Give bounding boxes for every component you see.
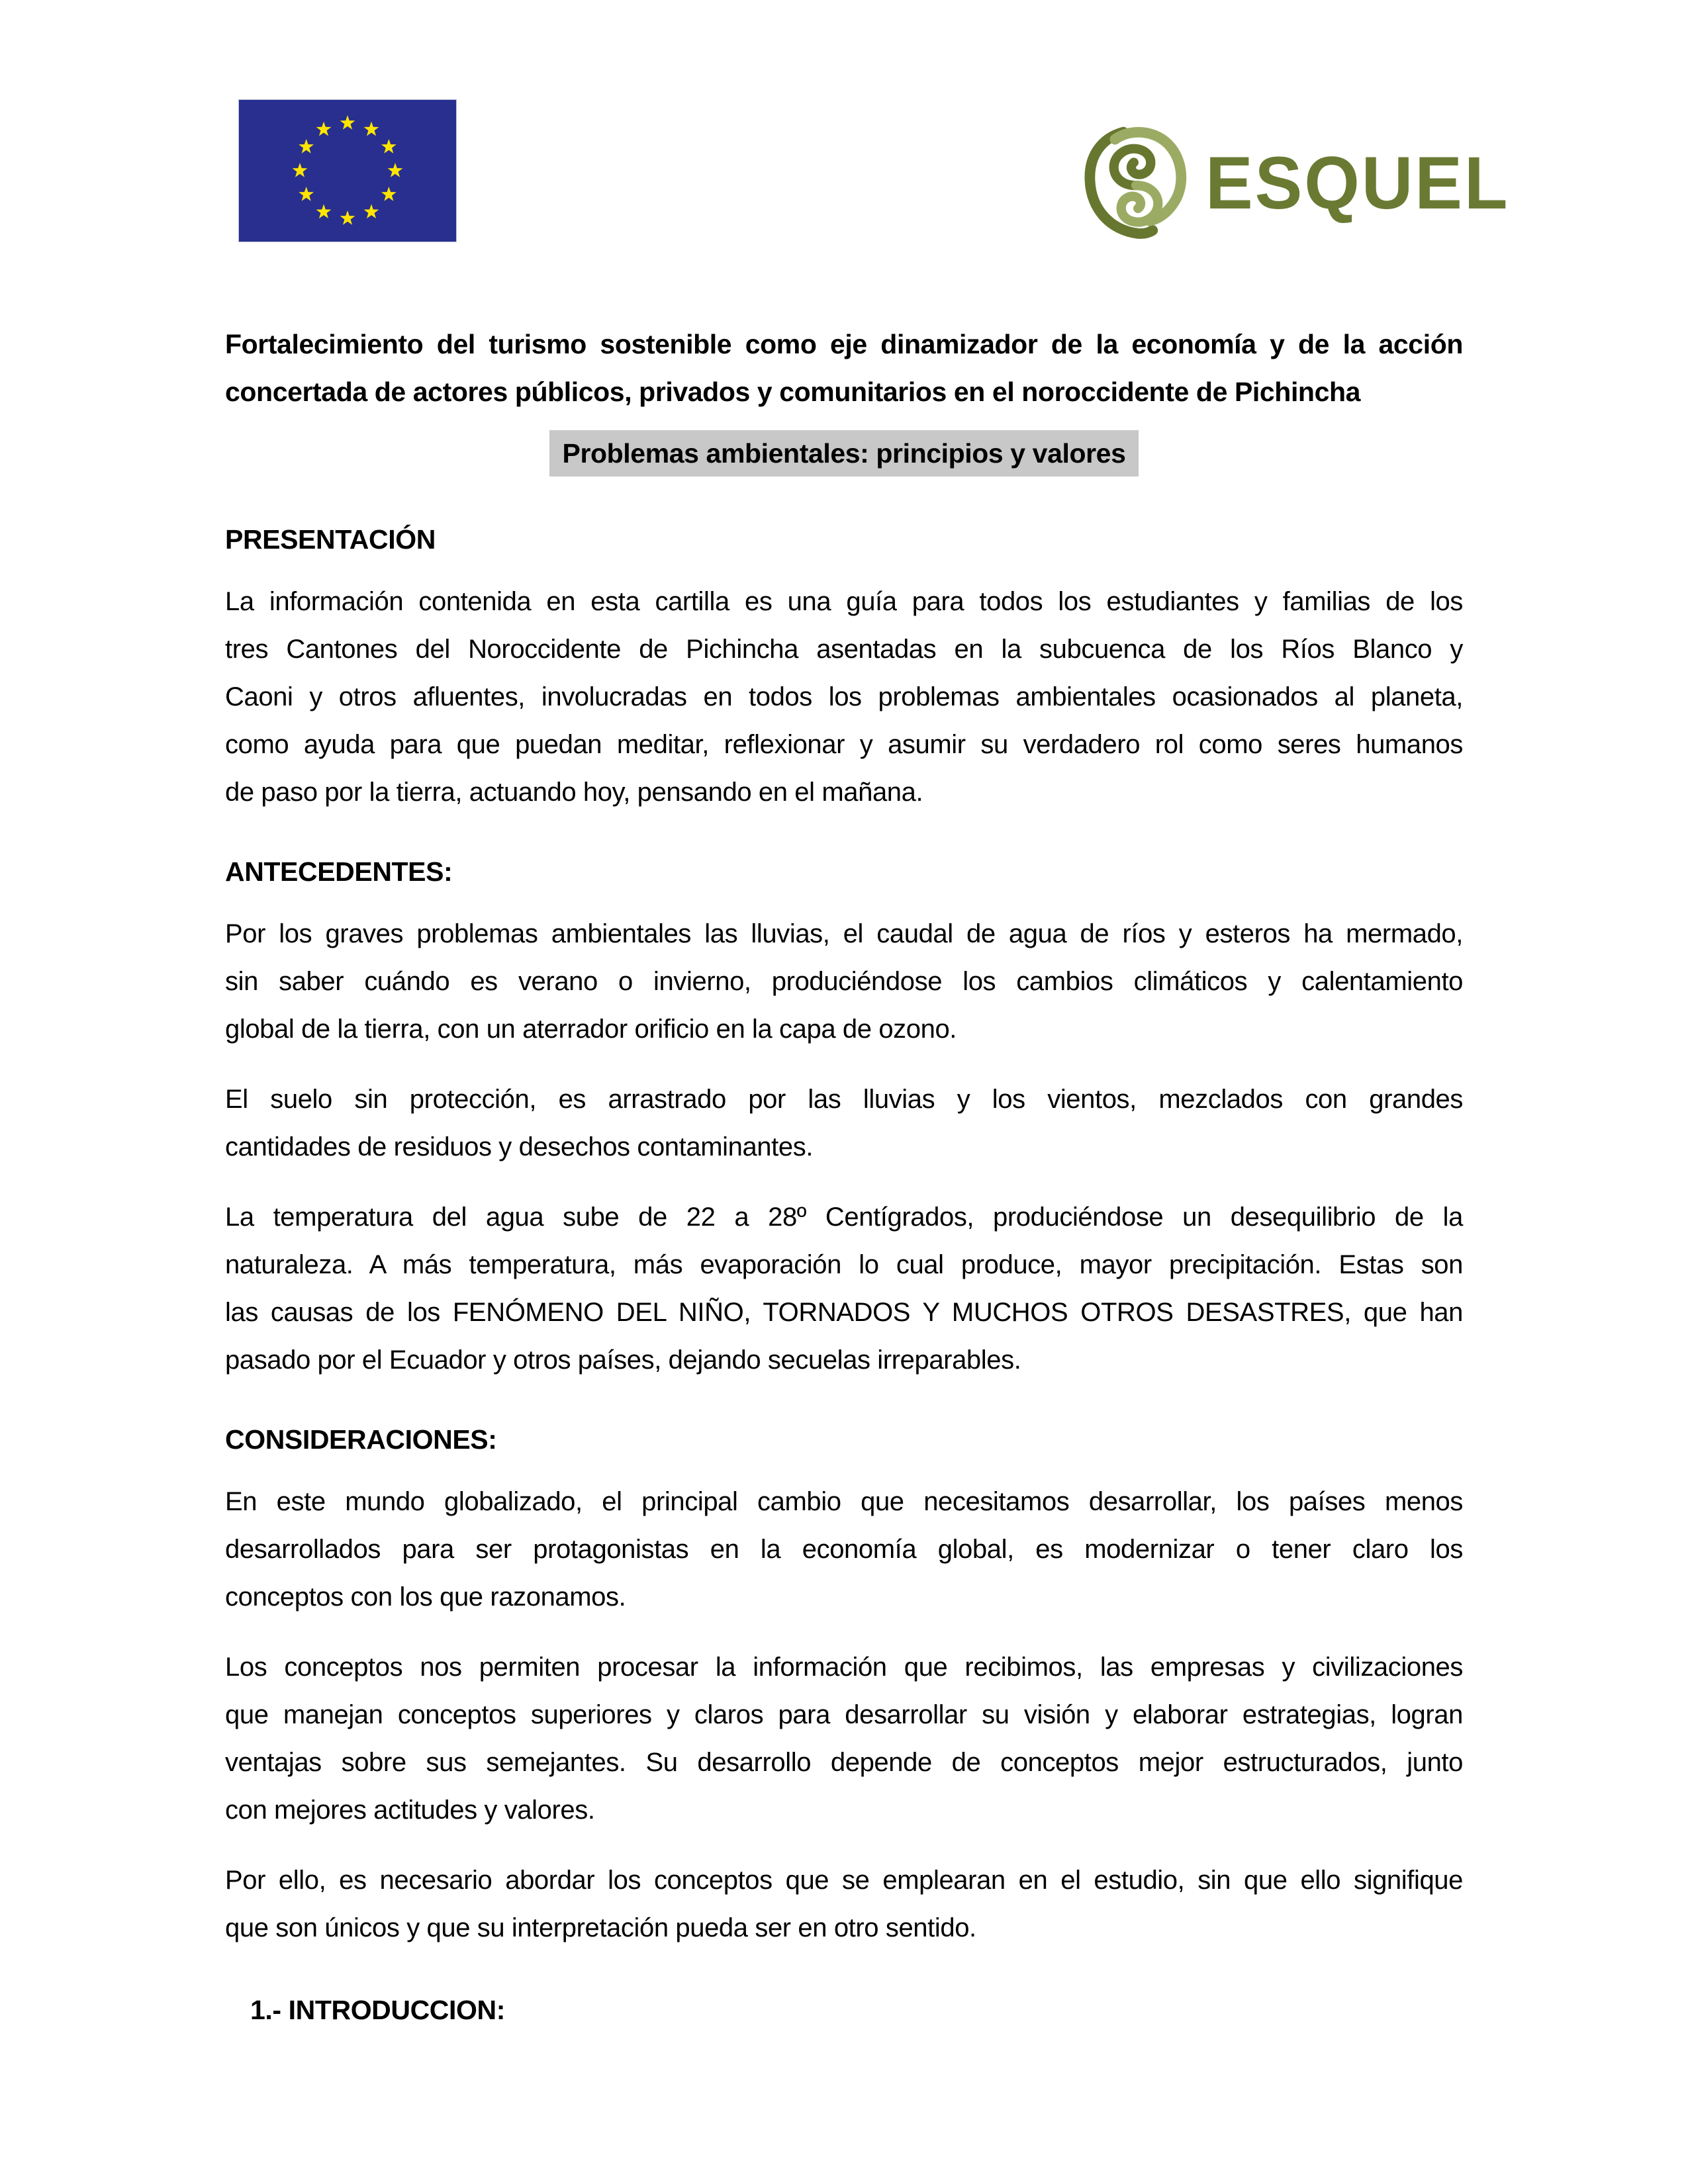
text-line: desarrollados para ser protagonistas en la economía global, es modernizar o tener claro los [225, 1535, 1463, 1564]
paragraph [225, 1193, 1463, 1384]
paragraph [225, 1075, 1463, 1171]
esquel-emblem-icon [1084, 126, 1188, 241]
text-line: con mejores actitudes y valores. [225, 1796, 595, 1825]
paragraph [225, 1643, 1463, 1834]
eu-flag-logo [238, 99, 457, 242]
page-header [225, 99, 1510, 251]
text-line: las causas de los FENÓMENO DEL NIÑO, TORNADOS Y MUCHOS OTROS DESASTRES, que han [225, 1298, 1463, 1327]
text-line: La temperatura del agua sube de 22 a 28º Centígrados, produciéndose un desequilibrio de la [225, 1203, 1463, 1232]
document-title [225, 320, 1463, 416]
esquel-logo [1084, 126, 1523, 241]
text-line: concertada de actores públicos, privados y comunitarios en el noroccidente de Pichincha [225, 377, 1361, 407]
text-line: que manejan conceptos superiores y claros para desarrollar su visión y elaborar estrategias, logran [225, 1700, 1463, 1729]
highlighted-subtitle: Problemas ambientales: principios y valores [549, 430, 1139, 477]
text-line: Por ello, es necesario abordar los conceptos que se emplearan en el estudio, sin que ello signifique [225, 1866, 1463, 1895]
section-heading-presentacion: PRESENTACIÓN [225, 524, 436, 555]
text-line: Caoni y otros afluentes, involucradas en todos los problemas ambientales ocasionados al planeta, [225, 682, 1463, 711]
text-line: como ayuda para que puedan meditar, reflexionar y asumir su verdadero rol como seres humanos [225, 730, 1463, 759]
esquel-logo-text: ESQUEL [1205, 142, 1510, 224]
paragraph [225, 1478, 1463, 1621]
text-line: pasado por el Ecuador y otros países, dejando secuelas irreparables. [225, 1345, 1021, 1375]
text-line: tres Cantones del Noroccidente de Pichincha asentadas en la subcuenca de los Ríos Blanco y [225, 635, 1463, 664]
text-line: conceptos con los que razonamos. [225, 1582, 626, 1612]
text-line: Fortalecimiento del turismo sostenible como eje dinamizador de la economía y de la acción [225, 329, 1463, 359]
text-line: ventajas sobre sus semejantes. Su desarrollo depende de conceptos mejor estructurados, junto [225, 1748, 1463, 1777]
text-line: de paso por la tierra, actuando hoy, pensando en el mañana. [225, 778, 923, 807]
text-line: naturaleza. A más temperatura, más evaporación lo cual produce, mayor precipitación. Estas son [225, 1250, 1463, 1279]
text-line: Los conceptos nos permiten procesar la información que recibimos, las empresas y civilizaciones [225, 1653, 1463, 1682]
text-line: sin saber cuándo es verano o invierno, produciéndose los cambios climáticos y calentamiento [225, 967, 1463, 996]
paragraph [225, 1856, 1463, 1952]
text-line: que son únicos y que su interpretación pueda ser en otro sentido. [225, 1913, 976, 1942]
text-line: Por los graves problemas ambientales las lluvias, el caudal de agua de ríos y esteros ha mermado, [225, 919, 1463, 948]
section-heading-consideraciones: CONSIDERACIONES: [225, 1424, 497, 1455]
paragraph [225, 578, 1463, 816]
text-line: global de la tierra, con un aterrador orificio en la capa de ozono. [225, 1015, 957, 1044]
section-heading-introduccion: 1.- INTRODUCCION: [250, 1995, 505, 2025]
text-line: La información contenida en esta cartilla es una guía para todos los estudiantes y familias de los [225, 587, 1463, 616]
text-line: En este mundo globalizado, el principal cambio que necesitamos desarrollar, los países menos [225, 1487, 1463, 1516]
paragraph [225, 910, 1463, 1053]
text-line: cantidades de residuos y desechos contaminantes. [225, 1132, 814, 1161]
section-heading-antecedentes: ANTECEDENTES: [225, 856, 453, 887]
text-line: El suelo sin protección, es arrastrado por las lluvias y los vientos, mezclados con grandes [225, 1085, 1463, 1114]
subtitle-row [225, 430, 1463, 484]
